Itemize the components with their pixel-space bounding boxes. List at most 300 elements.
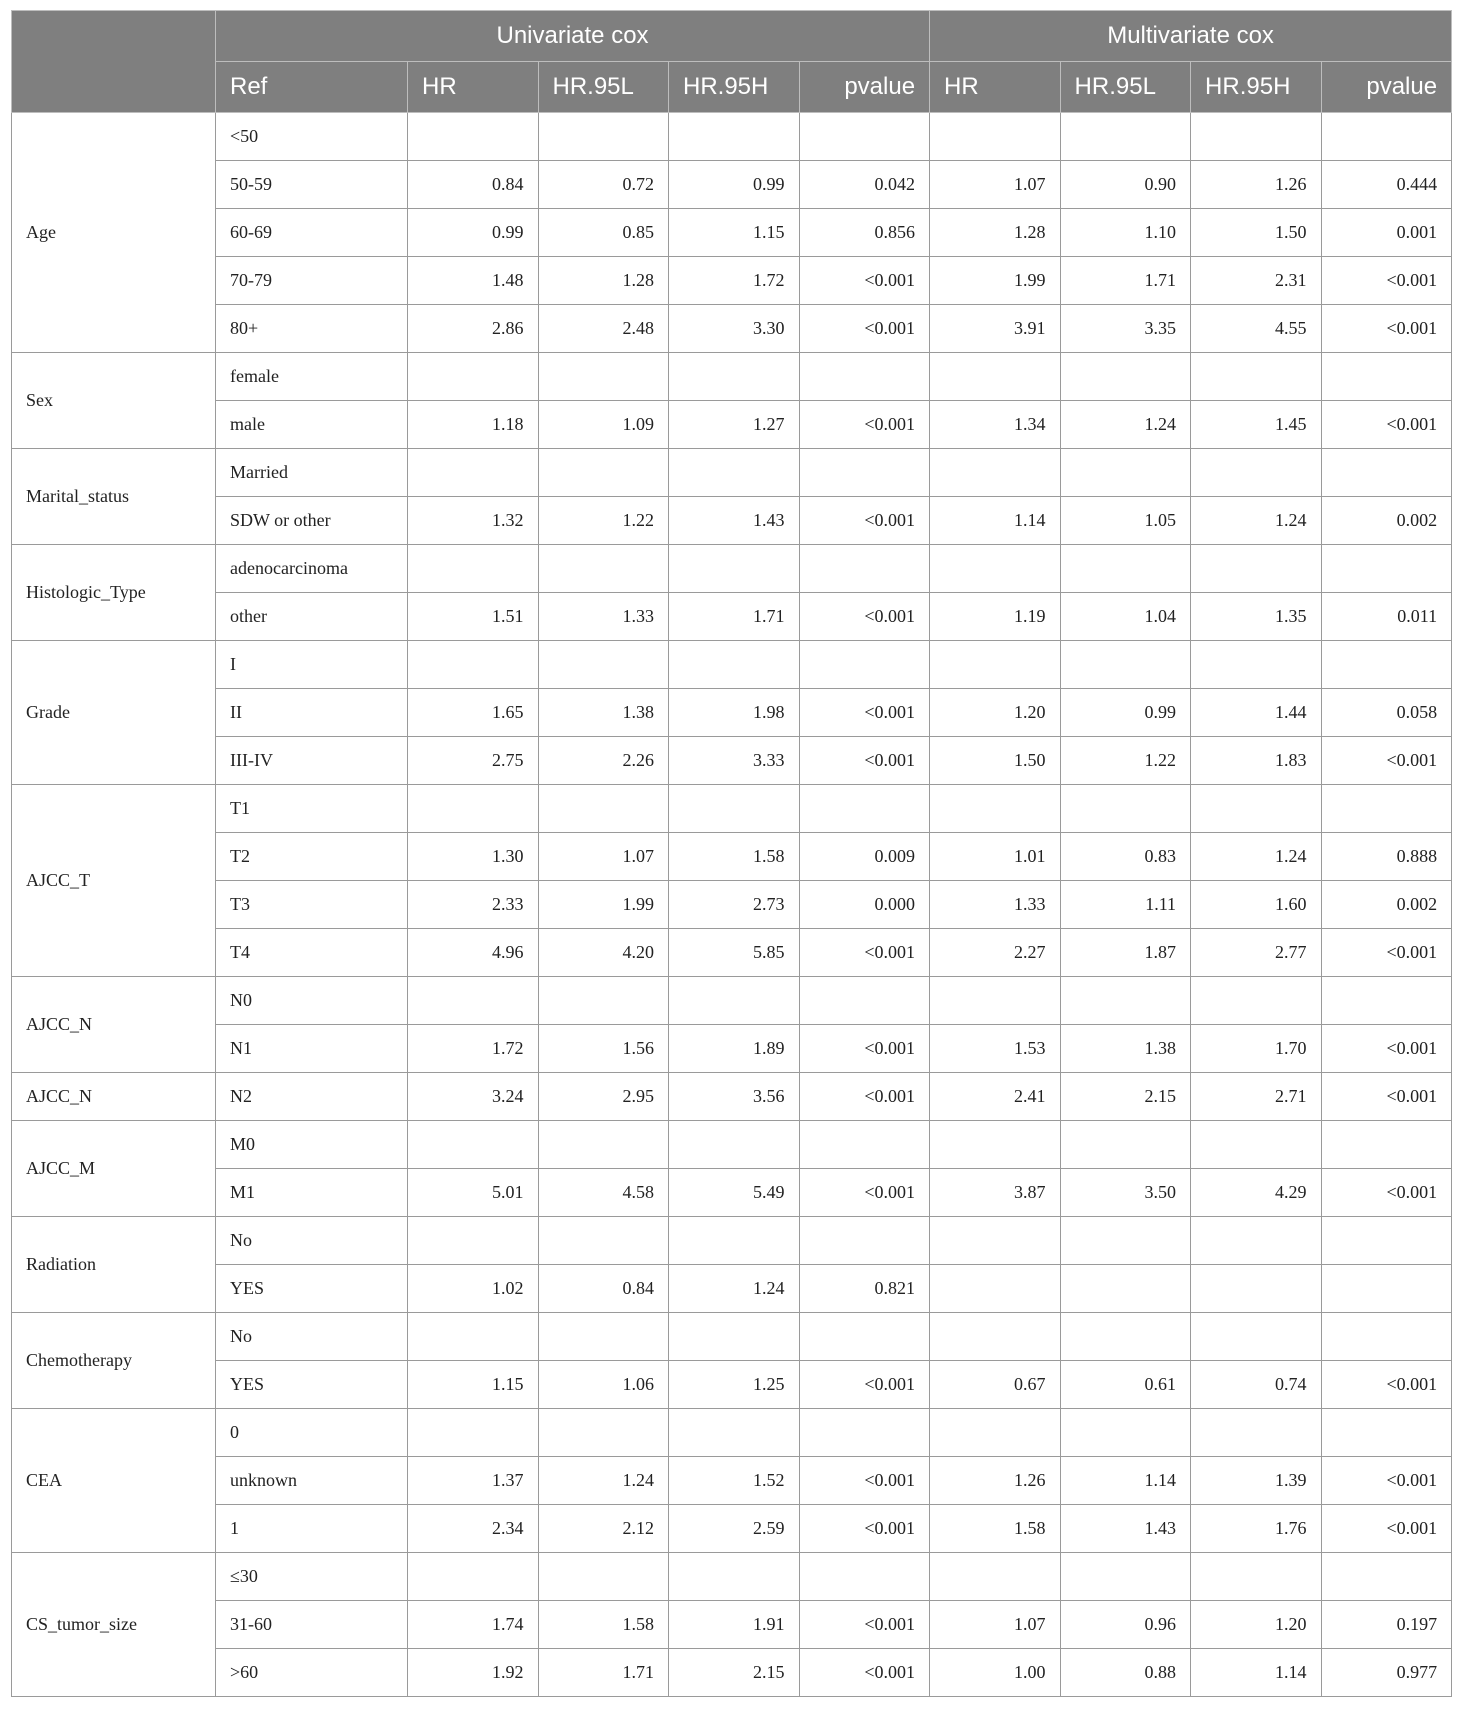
reference-level-cell: T1 [216, 785, 408, 833]
uni-hr95h-cell: 2.73 [669, 881, 800, 929]
uni-hr-cell [408, 977, 539, 1025]
multi-hr95l-cell [1060, 113, 1191, 161]
multi-hr-cell: 1.20 [930, 689, 1061, 737]
multi-hr95h-cell [1191, 1409, 1322, 1457]
uni-pvalue-cell: 0.009 [799, 833, 930, 881]
multi-pvalue-cell [1321, 1217, 1452, 1265]
multi-hr-cell: 1.58 [930, 1505, 1061, 1553]
variable-name-cell: Chemotherapy [12, 1313, 216, 1409]
reference-level-cell: N1 [216, 1025, 408, 1073]
multi-hr95l-cell: 1.87 [1060, 929, 1191, 977]
header-col-ref: Ref [216, 62, 408, 113]
multi-hr95h-cell: 1.35 [1191, 593, 1322, 641]
uni-hr95h-cell: 1.25 [669, 1361, 800, 1409]
multi-hr95h-cell: 4.29 [1191, 1169, 1322, 1217]
reference-level-cell: 31-60 [216, 1601, 408, 1649]
multi-hr-cell: 1.26 [930, 1457, 1061, 1505]
uni-hr-cell: 1.51 [408, 593, 539, 641]
reference-level-cell: 0 [216, 1409, 408, 1457]
multi-pvalue-cell: <0.001 [1321, 257, 1452, 305]
uni-hr-cell: 2.75 [408, 737, 539, 785]
table-row [12, 737, 1452, 785]
reference-level-cell: female [216, 353, 408, 401]
multi-hr95h-cell [1191, 1313, 1322, 1361]
header-col-multi-hr95l: HR.95L [1060, 62, 1191, 113]
cox-regression-table-container [11, 10, 1452, 1697]
reference-level-cell: >60 [216, 1649, 408, 1697]
table-row [12, 1361, 1452, 1409]
uni-hr-cell: 1.15 [408, 1361, 539, 1409]
uni-hr95l-cell: 1.28 [538, 257, 669, 305]
table-body [12, 113, 1452, 1697]
uni-pvalue-cell: <0.001 [799, 929, 930, 977]
uni-pvalue-cell: <0.001 [799, 1649, 930, 1697]
uni-hr95l-cell: 0.72 [538, 161, 669, 209]
multi-pvalue-cell: 0.001 [1321, 209, 1452, 257]
table-row [12, 353, 1452, 401]
uni-hr-cell [408, 1553, 539, 1601]
uni-hr-cell [408, 641, 539, 689]
table-row [12, 1265, 1452, 1313]
variable-name-cell: CEA [12, 1409, 216, 1553]
reference-level-cell: ≤30 [216, 1553, 408, 1601]
multi-hr-cell: 1.14 [930, 497, 1061, 545]
header-col-uni-hr: HR [408, 62, 539, 113]
multi-pvalue-cell: <0.001 [1321, 1169, 1452, 1217]
multi-hr95h-cell [1191, 1121, 1322, 1169]
multi-hr-cell [930, 449, 1061, 497]
multi-hr95l-cell: 1.11 [1060, 881, 1191, 929]
reference-level-cell: YES [216, 1265, 408, 1313]
table-row [12, 1457, 1452, 1505]
uni-hr95h-cell [669, 1409, 800, 1457]
multi-pvalue-cell: 0.197 [1321, 1601, 1452, 1649]
uni-pvalue-cell [799, 641, 930, 689]
table-row [12, 305, 1452, 353]
uni-pvalue-cell [799, 353, 930, 401]
uni-pvalue-cell [799, 545, 930, 593]
uni-hr95h-cell [669, 353, 800, 401]
multi-pvalue-cell [1321, 1409, 1452, 1457]
multi-hr95h-cell: 1.24 [1191, 833, 1322, 881]
uni-hr95h-cell: 1.98 [669, 689, 800, 737]
multi-hr-cell: 3.87 [930, 1169, 1061, 1217]
uni-hr-cell: 1.72 [408, 1025, 539, 1073]
uni-hr95h-cell: 1.27 [669, 401, 800, 449]
multi-hr-cell: 1.01 [930, 833, 1061, 881]
uni-hr-cell: 1.18 [408, 401, 539, 449]
multi-pvalue-cell: <0.001 [1321, 929, 1452, 977]
uni-pvalue-cell: <0.001 [799, 1361, 930, 1409]
uni-hr-cell: 0.84 [408, 161, 539, 209]
uni-hr-cell: 5.01 [408, 1169, 539, 1217]
uni-hr95h-cell: 3.33 [669, 737, 800, 785]
multi-hr-cell [930, 1265, 1061, 1313]
multi-hr95h-cell: 1.24 [1191, 497, 1322, 545]
multi-hr95l-cell [1060, 1265, 1191, 1313]
reference-level-cell: M0 [216, 1121, 408, 1169]
uni-hr95l-cell: 1.99 [538, 881, 669, 929]
table-row [12, 1217, 1452, 1265]
table-row [12, 545, 1452, 593]
uni-pvalue-cell: <0.001 [799, 1169, 930, 1217]
multi-hr95h-cell [1191, 449, 1322, 497]
multi-hr95h-cell: 1.39 [1191, 1457, 1322, 1505]
multi-hr95h-cell [1191, 977, 1322, 1025]
multi-hr-cell: 1.00 [930, 1649, 1061, 1697]
uni-hr95l-cell [538, 353, 669, 401]
reference-level-cell: YES [216, 1361, 408, 1409]
multi-hr95h-cell: 2.71 [1191, 1073, 1322, 1121]
multi-hr95h-cell [1191, 1265, 1322, 1313]
reference-level-cell: unknown [216, 1457, 408, 1505]
multi-hr-cell: 3.91 [930, 305, 1061, 353]
multi-pvalue-cell [1321, 449, 1452, 497]
reference-level-cell: III-IV [216, 737, 408, 785]
uni-hr95l-cell: 2.12 [538, 1505, 669, 1553]
multi-hr-cell [930, 1409, 1061, 1457]
header-corner-cell [12, 11, 216, 113]
uni-hr95h-cell [669, 1217, 800, 1265]
reference-level-cell: T2 [216, 833, 408, 881]
uni-hr-cell: 1.65 [408, 689, 539, 737]
table-row [12, 209, 1452, 257]
uni-hr-cell: 2.86 [408, 305, 539, 353]
multi-hr95h-cell [1191, 641, 1322, 689]
header-col-multi-hr: HR [930, 62, 1061, 113]
multi-pvalue-cell: 0.002 [1321, 497, 1452, 545]
uni-hr95l-cell [538, 545, 669, 593]
uni-pvalue-cell: <0.001 [799, 257, 930, 305]
table-header [12, 11, 1452, 113]
uni-hr95l-cell: 1.58 [538, 1601, 669, 1649]
multi-pvalue-cell: 0.444 [1321, 161, 1452, 209]
header-col-uni-hr95l: HR.95L [538, 62, 669, 113]
uni-hr95h-cell: 0.99 [669, 161, 800, 209]
multi-hr-cell: 1.07 [930, 161, 1061, 209]
multi-pvalue-cell [1321, 785, 1452, 833]
uni-hr-cell: 4.96 [408, 929, 539, 977]
reference-level-cell: 80+ [216, 305, 408, 353]
multi-hr95l-cell: 1.71 [1060, 257, 1191, 305]
uni-hr-cell: 1.74 [408, 1601, 539, 1649]
reference-level-cell: T3 [216, 881, 408, 929]
uni-hr95h-cell [669, 977, 800, 1025]
uni-hr-cell [408, 449, 539, 497]
multi-hr95l-cell: 3.35 [1060, 305, 1191, 353]
multi-hr95l-cell: 0.83 [1060, 833, 1191, 881]
table-row [12, 1313, 1452, 1361]
multi-hr-cell: 1.33 [930, 881, 1061, 929]
uni-hr95h-cell: 1.89 [669, 1025, 800, 1073]
multi-hr95l-cell [1060, 545, 1191, 593]
uni-pvalue-cell: <0.001 [799, 305, 930, 353]
multi-hr-cell: 1.34 [930, 401, 1061, 449]
header-col-multi-hr95h: HR.95H [1191, 62, 1322, 113]
uni-pvalue-cell: <0.001 [799, 497, 930, 545]
multi-hr95l-cell: 1.04 [1060, 593, 1191, 641]
multi-hr95h-cell: 1.50 [1191, 209, 1322, 257]
uni-hr-cell [408, 785, 539, 833]
uni-pvalue-cell: <0.001 [799, 401, 930, 449]
multi-hr95h-cell: 2.31 [1191, 257, 1322, 305]
reference-level-cell: No [216, 1313, 408, 1361]
uni-hr95h-cell [669, 1121, 800, 1169]
multi-hr-cell: 1.50 [930, 737, 1061, 785]
multi-hr95l-cell: 1.14 [1060, 1457, 1191, 1505]
variable-name-cell: Grade [12, 641, 216, 785]
uni-pvalue-cell: <0.001 [799, 593, 930, 641]
table-row [12, 497, 1452, 545]
table-row [12, 881, 1452, 929]
variable-name-cell: CS_tumor_size [12, 1553, 216, 1697]
multi-pvalue-cell: 0.011 [1321, 593, 1452, 641]
multi-hr95h-cell: 4.55 [1191, 305, 1322, 353]
uni-hr-cell [408, 113, 539, 161]
uni-hr95h-cell: 1.71 [669, 593, 800, 641]
uni-hr-cell [408, 545, 539, 593]
uni-hr95l-cell [538, 1409, 669, 1457]
header-univariate-group: Univariate cox [216, 11, 930, 62]
multi-hr-cell: 0.67 [930, 1361, 1061, 1409]
multi-pvalue-cell [1321, 1121, 1452, 1169]
reference-level-cell: M1 [216, 1169, 408, 1217]
multi-pvalue-cell [1321, 1265, 1452, 1313]
multi-pvalue-cell [1321, 977, 1452, 1025]
multi-hr-cell: 1.28 [930, 209, 1061, 257]
uni-hr95h-cell [669, 545, 800, 593]
table-row [12, 977, 1452, 1025]
uni-hr95l-cell: 1.56 [538, 1025, 669, 1073]
multi-hr95l-cell [1060, 449, 1191, 497]
uni-pvalue-cell: <0.001 [799, 689, 930, 737]
variable-name-cell: Radiation [12, 1217, 216, 1313]
multi-pvalue-cell [1321, 1553, 1452, 1601]
uni-pvalue-cell: 0.856 [799, 209, 930, 257]
multi-hr95h-cell: 1.83 [1191, 737, 1322, 785]
uni-hr95l-cell: 1.06 [538, 1361, 669, 1409]
uni-hr95l-cell [538, 1217, 669, 1265]
uni-pvalue-cell: 0.042 [799, 161, 930, 209]
multi-hr95l-cell: 0.88 [1060, 1649, 1191, 1697]
multi-hr-cell [930, 1121, 1061, 1169]
multi-hr95l-cell: 1.05 [1060, 497, 1191, 545]
multi-hr95h-cell: 1.20 [1191, 1601, 1322, 1649]
uni-hr95h-cell [669, 1313, 800, 1361]
reference-level-cell: I [216, 641, 408, 689]
multi-hr95l-cell [1060, 1313, 1191, 1361]
uni-hr95h-cell: 1.52 [669, 1457, 800, 1505]
variable-name-cell: Marital_status [12, 449, 216, 545]
uni-pvalue-cell [799, 1553, 930, 1601]
uni-hr95l-cell [538, 113, 669, 161]
multi-hr95h-cell: 1.76 [1191, 1505, 1322, 1553]
uni-hr95l-cell: 4.58 [538, 1169, 669, 1217]
multi-hr95l-cell: 1.43 [1060, 1505, 1191, 1553]
uni-hr95h-cell: 3.30 [669, 305, 800, 353]
multi-hr-cell [930, 113, 1061, 161]
multi-hr-cell [930, 545, 1061, 593]
uni-hr-cell: 1.48 [408, 257, 539, 305]
uni-hr95l-cell: 0.84 [538, 1265, 669, 1313]
uni-hr-cell [408, 1409, 539, 1457]
multi-hr95h-cell [1191, 1217, 1322, 1265]
uni-hr95l-cell: 0.85 [538, 209, 669, 257]
reference-level-cell: other [216, 593, 408, 641]
multi-pvalue-cell: <0.001 [1321, 1025, 1452, 1073]
uni-hr95l-cell: 2.95 [538, 1073, 669, 1121]
table-row [12, 449, 1452, 497]
multi-pvalue-cell [1321, 353, 1452, 401]
uni-hr95l-cell: 4.20 [538, 929, 669, 977]
multi-hr95l-cell: 1.22 [1060, 737, 1191, 785]
multi-hr-cell [930, 353, 1061, 401]
uni-hr95l-cell [538, 641, 669, 689]
table-row [12, 641, 1452, 689]
variable-name-cell: Age [12, 113, 216, 353]
multi-hr-cell [930, 1217, 1061, 1265]
uni-pvalue-cell [799, 785, 930, 833]
uni-hr95l-cell: 2.48 [538, 305, 669, 353]
variable-name-cell: AJCC_M [12, 1121, 216, 1217]
uni-hr95h-cell: 2.59 [669, 1505, 800, 1553]
multi-hr95h-cell: 1.14 [1191, 1649, 1322, 1697]
uni-pvalue-cell: <0.001 [799, 1073, 930, 1121]
reference-level-cell: N0 [216, 977, 408, 1025]
uni-pvalue-cell: <0.001 [799, 737, 930, 785]
uni-pvalue-cell [799, 113, 930, 161]
multi-hr-cell: 1.99 [930, 257, 1061, 305]
uni-hr95l-cell [538, 449, 669, 497]
multi-hr95l-cell: 1.24 [1060, 401, 1191, 449]
multi-pvalue-cell: <0.001 [1321, 1505, 1452, 1553]
multi-pvalue-cell: 0.002 [1321, 881, 1452, 929]
uni-hr-cell [408, 1217, 539, 1265]
reference-level-cell: 60-69 [216, 209, 408, 257]
multi-hr95h-cell [1191, 545, 1322, 593]
variable-name-cell: Histologic_Type [12, 545, 216, 641]
table-row [12, 1073, 1452, 1121]
uni-pvalue-cell: <0.001 [799, 1601, 930, 1649]
multi-hr95l-cell: 1.10 [1060, 209, 1191, 257]
uni-hr95h-cell [669, 113, 800, 161]
multi-pvalue-cell [1321, 545, 1452, 593]
multi-hr-cell: 1.07 [930, 1601, 1061, 1649]
multi-hr-cell [930, 977, 1061, 1025]
uni-hr95l-cell [538, 1121, 669, 1169]
variable-name-cell: AJCC_T [12, 785, 216, 977]
reference-level-cell: N2 [216, 1073, 408, 1121]
multi-hr95l-cell [1060, 1217, 1191, 1265]
uni-pvalue-cell [799, 1313, 930, 1361]
multi-hr95l-cell: 3.50 [1060, 1169, 1191, 1217]
table-row [12, 1169, 1452, 1217]
multi-hr95h-cell: 1.26 [1191, 161, 1322, 209]
multi-pvalue-cell: <0.001 [1321, 401, 1452, 449]
uni-hr95l-cell [538, 785, 669, 833]
uni-hr95h-cell [669, 641, 800, 689]
uni-pvalue-cell [799, 977, 930, 1025]
reference-level-cell: SDW or other [216, 497, 408, 545]
uni-hr-cell [408, 1313, 539, 1361]
uni-hr95h-cell: 5.49 [669, 1169, 800, 1217]
uni-hr-cell: 1.32 [408, 497, 539, 545]
multi-pvalue-cell: <0.001 [1321, 1457, 1452, 1505]
uni-hr95l-cell: 1.09 [538, 401, 669, 449]
uni-hr95h-cell [669, 1553, 800, 1601]
uni-hr-cell: 1.37 [408, 1457, 539, 1505]
multi-hr95h-cell [1191, 785, 1322, 833]
multi-hr95h-cell: 1.60 [1191, 881, 1322, 929]
uni-hr95l-cell [538, 1313, 669, 1361]
uni-hr95l-cell: 1.38 [538, 689, 669, 737]
table-row [12, 1505, 1452, 1553]
multi-hr-cell: 2.41 [930, 1073, 1061, 1121]
multi-hr95l-cell: 0.90 [1060, 161, 1191, 209]
table-row [12, 113, 1452, 161]
multi-hr95l-cell [1060, 785, 1191, 833]
uni-hr95l-cell: 1.22 [538, 497, 669, 545]
table-row [12, 1553, 1452, 1601]
table-row [12, 785, 1452, 833]
reference-level-cell: adenocarcinoma [216, 545, 408, 593]
multi-hr95l-cell [1060, 977, 1191, 1025]
uni-hr95l-cell [538, 1553, 669, 1601]
uni-hr-cell [408, 1121, 539, 1169]
multi-hr95l-cell: 0.61 [1060, 1361, 1191, 1409]
uni-pvalue-cell: <0.001 [799, 1025, 930, 1073]
header-multivariate-group: Multivariate cox [930, 11, 1452, 62]
header-column-row [12, 62, 1452, 113]
uni-hr-cell: 1.30 [408, 833, 539, 881]
variable-name-cell: Sex [12, 353, 216, 449]
table-row [12, 593, 1452, 641]
table-row [12, 1601, 1452, 1649]
uni-hr-cell: 2.34 [408, 1505, 539, 1553]
multi-hr95l-cell [1060, 1409, 1191, 1457]
uni-hr95l-cell: 1.07 [538, 833, 669, 881]
uni-hr95h-cell: 1.58 [669, 833, 800, 881]
uni-hr-cell: 2.33 [408, 881, 539, 929]
reference-level-cell: Married [216, 449, 408, 497]
uni-hr95l-cell: 2.26 [538, 737, 669, 785]
multi-hr95h-cell: 1.44 [1191, 689, 1322, 737]
variable-name-cell: AJCC_N [12, 1073, 216, 1121]
uni-hr95h-cell: 1.43 [669, 497, 800, 545]
multi-pvalue-cell: <0.001 [1321, 1361, 1452, 1409]
uni-pvalue-cell [799, 1217, 930, 1265]
multi-hr95l-cell: 0.96 [1060, 1601, 1191, 1649]
reference-level-cell: male [216, 401, 408, 449]
multi-pvalue-cell [1321, 1313, 1452, 1361]
multi-pvalue-cell: <0.001 [1321, 1073, 1452, 1121]
uni-pvalue-cell [799, 1121, 930, 1169]
reference-level-cell: 50-59 [216, 161, 408, 209]
multi-hr-cell: 1.19 [930, 593, 1061, 641]
reference-level-cell: T4 [216, 929, 408, 977]
multi-hr-cell [930, 785, 1061, 833]
uni-pvalue-cell: <0.001 [799, 1457, 930, 1505]
table-row [12, 257, 1452, 305]
multi-hr95l-cell: 1.38 [1060, 1025, 1191, 1073]
header-col-uni-hr95h: HR.95H [669, 62, 800, 113]
uni-hr-cell: 0.99 [408, 209, 539, 257]
multi-hr-cell [930, 641, 1061, 689]
multi-pvalue-cell: <0.001 [1321, 737, 1452, 785]
multi-hr95l-cell: 2.15 [1060, 1073, 1191, 1121]
table-row [12, 1409, 1452, 1457]
multi-hr-cell [930, 1553, 1061, 1601]
